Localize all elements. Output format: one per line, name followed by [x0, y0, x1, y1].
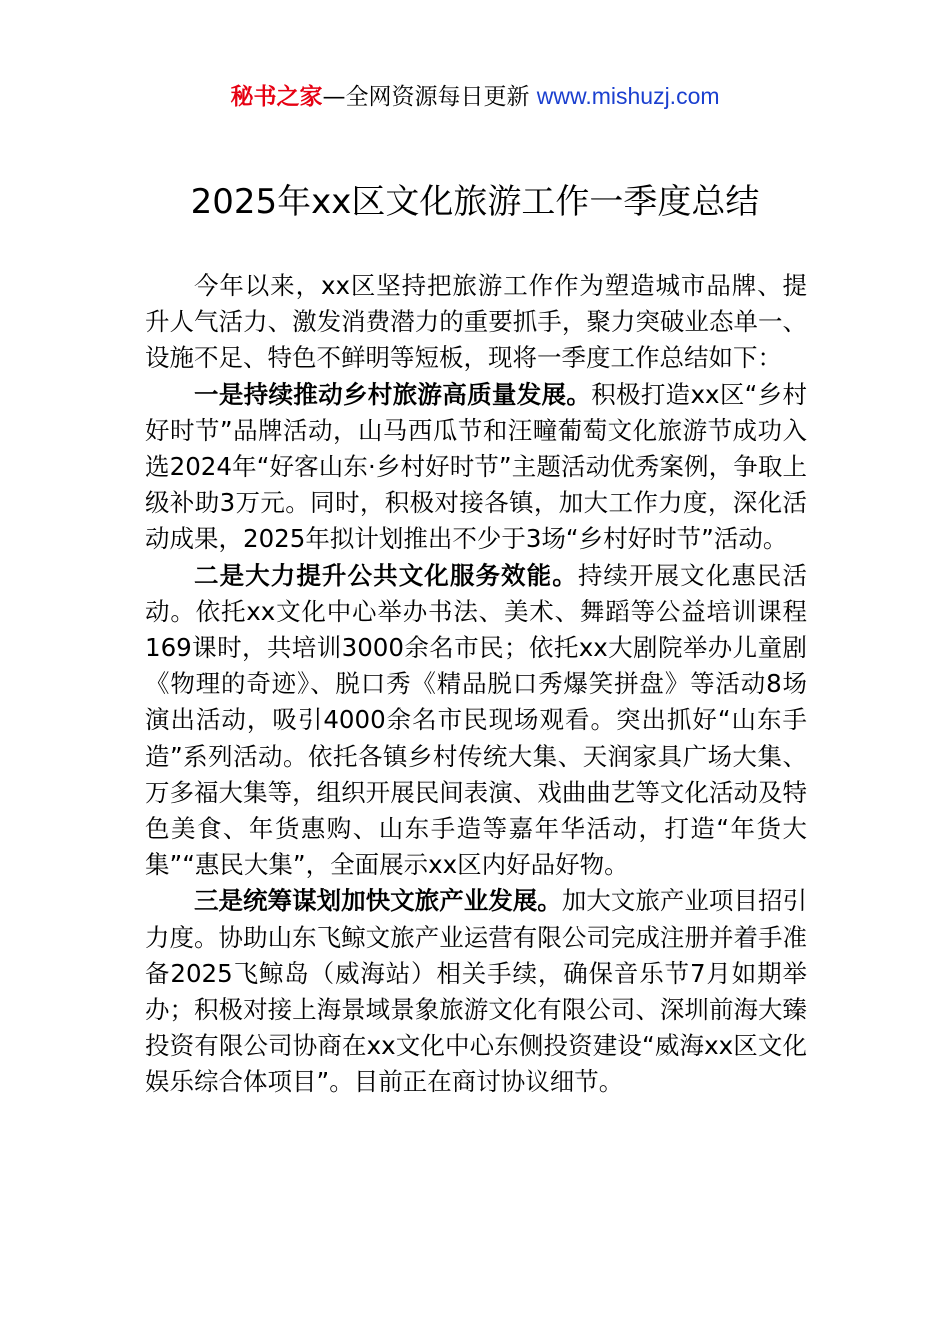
site-tagline: —全网资源每日更新 — [322, 84, 530, 110]
document-title: 2025年xx区文化旅游工作一季度总结 — [190, 182, 760, 222]
site-header — [0, 80, 950, 113]
site-url-link[interactable]: www.mishuzj.com — [536, 83, 720, 109]
section-paragraph-1 — [145, 377, 807, 558]
section-lead: 三是统筹谋划加快文旅产业发展。 — [194, 886, 562, 916]
section-text: 积极打造xx区“乡村好时节”品牌活动，山马西瓜节和汪疃葡萄文化旅游节成功入选2024年“好客山东·乡村好时节”主题活动优秀案例，争取上级补助3万元。同时，积极对接各镇，加大工作力度，深化活动成果，2025年拟计划推出不少于3场“乡村好时节”活动。 — [145, 379, 807, 554]
site-brand: 秘书之家 — [230, 84, 323, 110]
section-lead: 二是大力提升公共文化服务效能。 — [194, 560, 578, 590]
section-text: 加大文旅产业项目招引力度。协助山东飞鲸文旅产业运营有限公司完成注册并着手准备2025飞鲸岛（威海站）相关手续，确保音乐节7月如期举办；积极对接上海景域景象旅游文化有限公司、深圳前海大臻投资有限公司协商在xx文化中心东侧投资建设“威海xx区文化娱乐综合体项目”。目前正在商讨协议细节。 — [145, 886, 807, 1097]
section-lead: 一是持续推动乡村旅游高质量发展。 — [194, 379, 592, 409]
document-body — [145, 268, 807, 1101]
section-paragraph-2 — [145, 558, 807, 884]
section-text: 持续开展文化惠民活动。依托xx文化中心举办书法、美术、舞蹈等公益培训课程169课时，共培训3000余名市民；依托xx大剧院举办儿童剧《物理的奇迹》、脱口秀《精品脱口秀爆笑拼盘》等活动8场演出活动，吸引4000余名市民现场观看。突出抓好“山东手造”系列活动。依托各镇乡村传统大集、天润家具广场大集、万多福大集等，组织开展民间表演、戏曲曲艺等文化活动及特色美食、年货惠购、山东手造等嘉年华活动，打造“年货大集”“惠民大集”，全面展示xx区内好品好物。 — [145, 560, 808, 880]
intro-paragraph: 今年以来，xx区坚持把旅游工作作为塑造城市品牌、提升人气活力、激发消费潜力的重要抓手，聚力突破业态单一、设施不足、特色不鲜明等短板，现将一季度工作总结如下： — [145, 271, 807, 373]
section-paragraph-3 — [145, 883, 807, 1100]
